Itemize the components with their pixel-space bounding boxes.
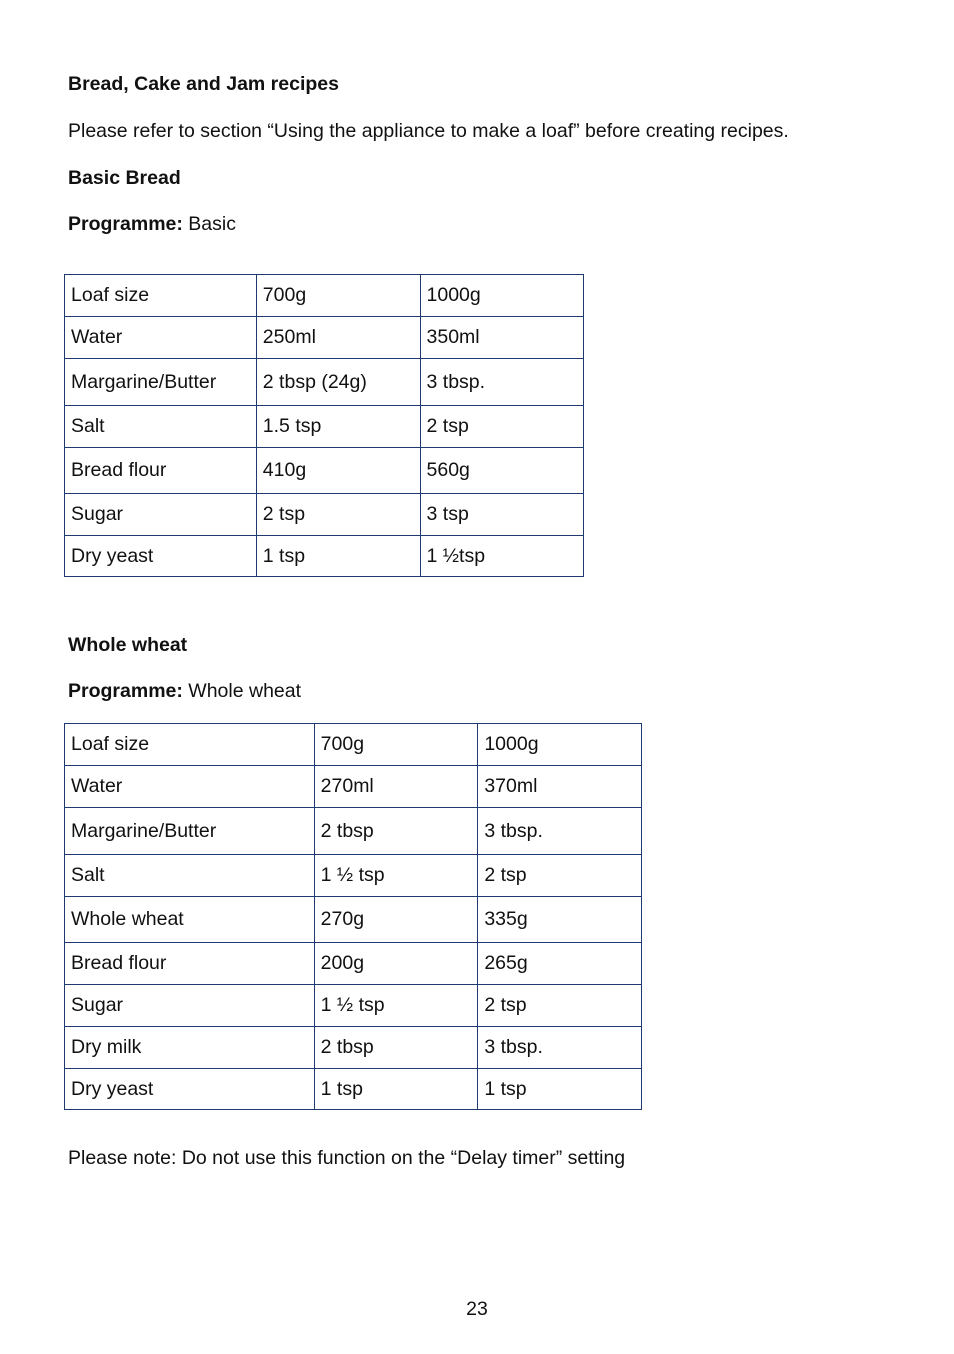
- whole-wheat-programme: [68, 679, 301, 703]
- amount-700g-cell: 2 tbsp: [314, 808, 478, 855]
- amount-1000g-cell: 370ml: [478, 766, 642, 808]
- amount-1000g-cell: 1 ½tsp: [420, 536, 583, 577]
- amount-700g-cell: 410g: [256, 448, 420, 494]
- ingredient-cell: Margarine/Butter: [65, 359, 257, 406]
- table-row: [65, 897, 642, 943]
- amount-1000g-cell: 1 tsp: [478, 1069, 642, 1110]
- amount-1000g-cell: 3 tbsp.: [420, 359, 583, 406]
- amount-700g-cell: 1.5 tsp: [256, 406, 420, 448]
- note-text: Please note: Do not use this function on the “Delay timer” setting: [68, 1147, 626, 1169]
- amount-700g-cell: 1 tsp: [256, 536, 420, 577]
- intro-text: Please refer to section “Using the appliance to make a loaf” before creating recipes.: [68, 120, 789, 142]
- table-row: [65, 317, 584, 359]
- page-heading: Bread, Cake and Jam recipes: [68, 73, 339, 95]
- ingredient-cell: Bread flour: [65, 448, 257, 494]
- table-row: [65, 855, 642, 897]
- amount-1000g-cell: 335g: [478, 897, 642, 943]
- amount-1000g-cell: 265g: [478, 943, 642, 985]
- amount-700g-cell: 2 tbsp (24g): [256, 359, 420, 406]
- ingredient-cell: Bread flour: [65, 943, 315, 985]
- programme-value: Whole wheat: [182, 680, 302, 702]
- ingredient-cell: Loaf size: [65, 275, 257, 317]
- table-row: [65, 985, 642, 1027]
- amount-700g-cell: 1 ½ tsp: [314, 985, 478, 1027]
- basic-bread-table: [64, 274, 584, 577]
- amount-1000g-cell: 3 tbsp.: [478, 1027, 642, 1069]
- table-row: [65, 448, 584, 494]
- programme-label: Programme:: [68, 213, 183, 235]
- table-row: [65, 943, 642, 985]
- table-row: [65, 359, 584, 406]
- basic-bread-programme: [68, 212, 236, 236]
- amount-1000g-cell: 1000g: [478, 724, 642, 766]
- page-number: 23: [466, 1298, 488, 1320]
- amount-1000g-cell: 2 tsp: [478, 855, 642, 897]
- ingredient-cell: Dry milk: [65, 1027, 315, 1069]
- amount-700g-cell: 2 tsp: [256, 494, 420, 536]
- table-row: [65, 406, 584, 448]
- table-row: [65, 1027, 642, 1069]
- programme-value: Basic: [182, 213, 236, 235]
- ingredient-cell: Salt: [65, 855, 315, 897]
- amount-700g-cell: 700g: [256, 275, 420, 317]
- amount-700g-cell: 270ml: [314, 766, 478, 808]
- amount-700g-cell: 250ml: [256, 317, 420, 359]
- amount-1000g-cell: 2 tsp: [478, 985, 642, 1027]
- programme-label: Programme:: [68, 680, 183, 702]
- basic-bread-title: Basic Bread: [68, 167, 181, 189]
- ingredient-cell: Sugar: [65, 985, 315, 1027]
- ingredient-cell: Margarine/Butter: [65, 808, 315, 855]
- whole-wheat-title: Whole wheat: [68, 634, 188, 656]
- table-row: [65, 275, 584, 317]
- amount-1000g-cell: 560g: [420, 448, 583, 494]
- amount-1000g-cell: 3 tbsp.: [478, 808, 642, 855]
- ingredient-cell: Water: [65, 317, 257, 359]
- amount-700g-cell: 2 tbsp: [314, 1027, 478, 1069]
- amount-700g-cell: 1 ½ tsp: [314, 855, 478, 897]
- amount-1000g-cell: 1000g: [420, 275, 583, 317]
- ingredient-cell: Loaf size: [65, 724, 315, 766]
- ingredient-cell: Salt: [65, 406, 257, 448]
- ingredient-cell: Dry yeast: [65, 536, 257, 577]
- ingredient-cell: Sugar: [65, 494, 257, 536]
- whole-wheat-table: [64, 723, 642, 1110]
- amount-1000g-cell: 2 tsp: [420, 406, 583, 448]
- ingredient-cell: Whole wheat: [65, 897, 315, 943]
- amount-1000g-cell: 3 tsp: [420, 494, 583, 536]
- table-row: [65, 724, 642, 766]
- amount-700g-cell: 270g: [314, 897, 478, 943]
- amount-700g-cell: 1 tsp: [314, 1069, 478, 1110]
- table-row: [65, 536, 584, 577]
- ingredient-cell: Dry yeast: [65, 1069, 315, 1110]
- amount-700g-cell: 200g: [314, 943, 478, 985]
- amount-700g-cell: 700g: [314, 724, 478, 766]
- ingredient-cell: Water: [65, 766, 315, 808]
- table-row: [65, 808, 642, 855]
- table-row: [65, 494, 584, 536]
- amount-1000g-cell: 350ml: [420, 317, 583, 359]
- table-row: [65, 766, 642, 808]
- table-row: [65, 1069, 642, 1110]
